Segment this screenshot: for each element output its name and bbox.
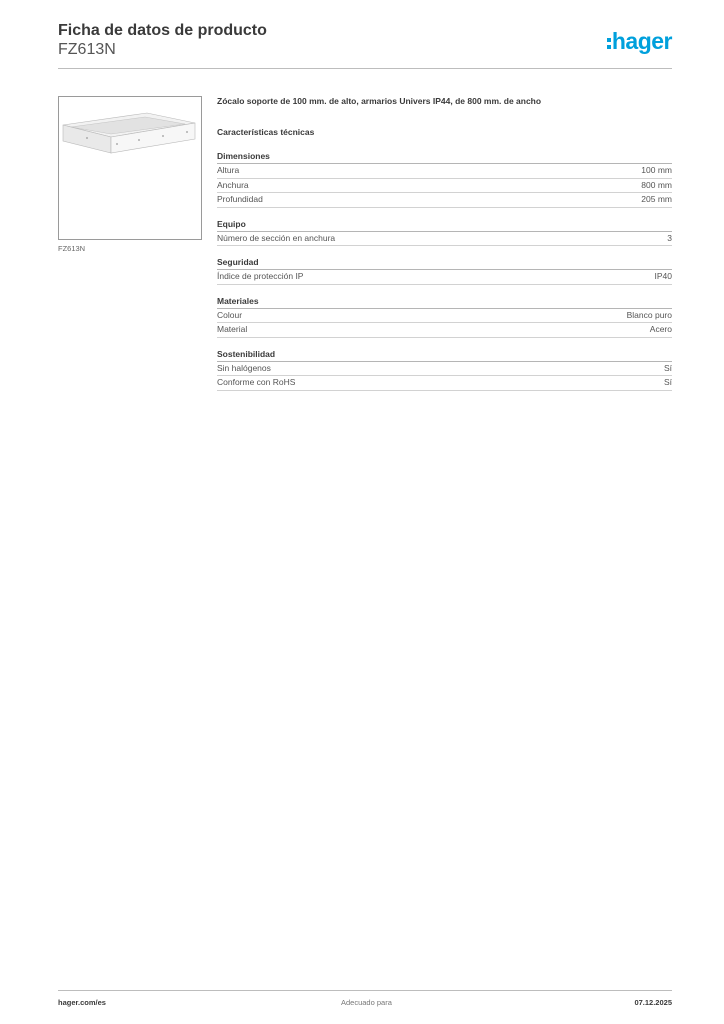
footer-divider xyxy=(58,990,672,991)
section-title: Dimensiones xyxy=(217,150,672,164)
spec-value: 800 mm xyxy=(641,179,672,190)
technical-characteristics-title: Características técnicas xyxy=(217,127,315,137)
spec-row xyxy=(217,309,672,324)
spec-label: Material xyxy=(217,324,248,334)
footer-website: hager.com/es xyxy=(58,998,106,1007)
spec-label: Colour xyxy=(217,309,243,320)
section-title: Sostenibilidad xyxy=(217,348,672,362)
spec-row xyxy=(217,164,672,179)
product-image xyxy=(58,96,202,240)
section-title: Materiales xyxy=(217,295,672,309)
plinth-illustration-icon xyxy=(59,97,201,239)
spec-label: Número de sección en anchura xyxy=(217,232,336,243)
spec-value: Blanco puro xyxy=(626,309,672,320)
hager-logo xyxy=(607,30,672,52)
spec-label: Anchura xyxy=(217,179,249,190)
spec-label: Profundidad xyxy=(217,194,263,204)
section-title: Equipo xyxy=(217,218,672,232)
spec-sections xyxy=(217,150,672,391)
page-header xyxy=(58,22,672,70)
spec-row xyxy=(217,270,672,285)
logo-dots-icon xyxy=(607,38,611,49)
spec-label: Sin halógenos xyxy=(217,362,271,373)
spec-row xyxy=(217,232,672,247)
spec-value: 205 mm xyxy=(641,194,672,204)
section-seguridad xyxy=(217,256,672,285)
spec-row xyxy=(217,362,672,377)
spec-value: IP40 xyxy=(654,271,672,281)
spec-value: 3 xyxy=(667,232,672,243)
logo-text: hager xyxy=(611,28,672,54)
spec-value: Sí xyxy=(663,362,672,373)
footer-note: Adecuado para xyxy=(341,998,392,1007)
section-equipo xyxy=(217,218,672,247)
spec-row xyxy=(217,179,672,194)
spec-label: Altura xyxy=(217,165,240,175)
spec-value: Acero xyxy=(649,324,672,334)
product-description: Zócalo soporte de 100 mm. de alto, armarios Univers IP44, de 800 mm. de ancho xyxy=(217,96,542,106)
spec-label: Conforme con RoHS xyxy=(217,377,296,387)
footer-date: 07.12.2025 xyxy=(634,998,672,1007)
page-title: Ficha de datos de producto xyxy=(58,22,267,39)
section-dimensiones xyxy=(217,150,672,208)
spec-value: Sí xyxy=(663,377,672,387)
header-divider xyxy=(58,68,672,69)
spec-row xyxy=(217,193,672,208)
image-caption: FZ613N xyxy=(58,244,86,253)
product-content xyxy=(217,96,672,391)
section-title: Seguridad xyxy=(217,256,672,270)
spec-label: Índice de protección IP xyxy=(217,271,304,281)
product-reference: FZ613N xyxy=(58,41,116,58)
section-sostenibilidad xyxy=(217,348,672,391)
section-materiales xyxy=(217,295,672,338)
spec-value: 100 mm xyxy=(641,165,672,175)
spec-row xyxy=(217,323,672,338)
spec-row xyxy=(217,376,672,391)
